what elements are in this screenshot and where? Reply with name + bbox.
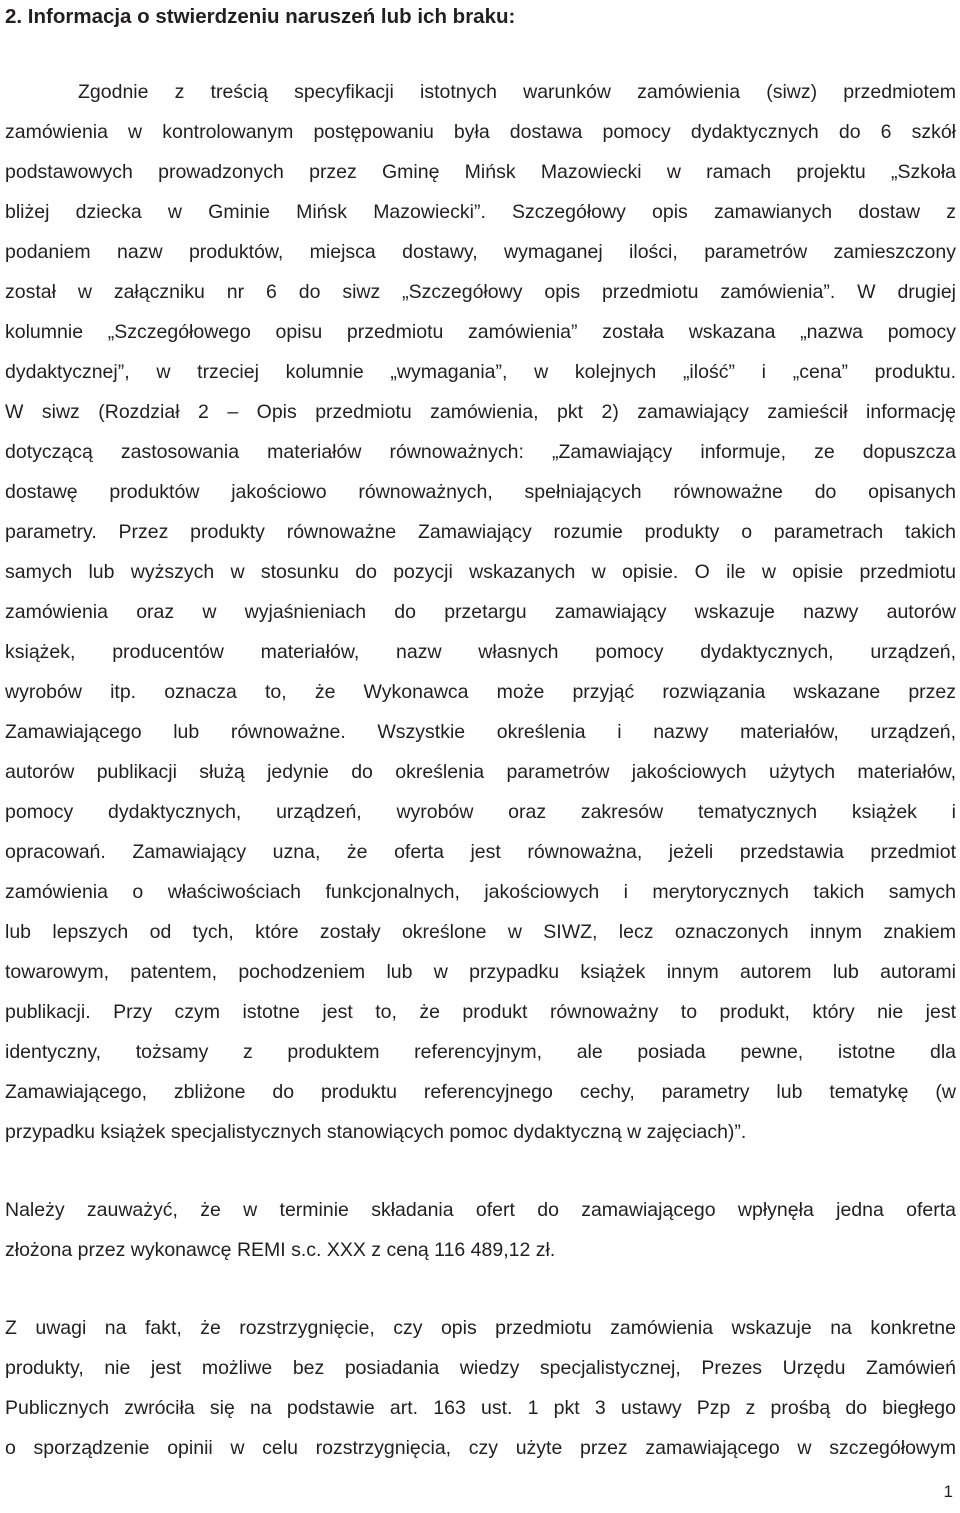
text-line: W siwz (Rozdział 2 – Opis przedmiotu zamówienia, pkt 2) zamawiający zamieścił informację bbox=[5, 401, 956, 423]
text-line: kolumnie „Szczegółowego opisu przedmiotu zamówienia” została wskazana „nazwa pomocy bbox=[5, 321, 956, 343]
text-line: opracowań. Zamawiający uzna, że oferta jest równoważna, jeżeli przedstawia przedmiot bbox=[5, 841, 956, 863]
text-line: zamówienia o właściwościach funkcjonalnych, jakościowych i merytorycznych takich samych bbox=[5, 881, 956, 903]
text-line: identyczny, tożsamy z produktem referencyjnym, ale posiada pewne, istotne dla bbox=[5, 1041, 956, 1063]
text-line: zamówienia w kontrolowanym postępowaniu była dostawa pomocy dydaktycznych do 6 szkół bbox=[5, 121, 956, 143]
text-line: zamówienia oraz w wyjaśnieniach do przetargu zamawiający wskazuje nazwy autorów bbox=[5, 601, 956, 623]
text-line: pomocy dydaktycznych, urządzeń, wyrobów oraz zakresów tematycznych książek i bbox=[5, 801, 956, 823]
section-heading: 2. Informacja o stwierdzeniu naruszeń lub ich braku: bbox=[5, 5, 516, 28]
text-line: Należy zauważyć, że w terminie składania ofert do zamawiającego wpłynęła jedna oferta bbox=[5, 1199, 956, 1221]
text-line: książek, producentów materiałów, nazw własnych pomocy dydaktycznych, urządzeń, bbox=[5, 641, 956, 663]
paragraph-expert-opinion bbox=[5, 1308, 956, 1468]
text-line: wyrobów itp. oznacza to, że Wykonawca może przyjąć rozwiązania wskazane przez bbox=[5, 681, 956, 703]
text-line: samych lub wyższych w stosunku do pozycji wskazanych w opisie. O ile w opisie przedmiotu bbox=[5, 561, 956, 583]
page-number: 1 bbox=[943, 1482, 953, 1501]
text-line: lub lepszych od tych, które zostały określone w SIWZ, lecz oznaczonych innym znakiem bbox=[5, 921, 956, 943]
text-line: dydaktycznej”, w trzeciej kolumnie „wymagania”, w kolejnych „ilość” i „cena” produktu. bbox=[5, 361, 956, 383]
text-line: Zamawiającego, zbliżone do produktu referencyjnego cechy, parametry lub tematykę (w bbox=[5, 1081, 956, 1103]
text-line: o sporządzenie opinii w celu rozstrzygnięcia, czy użyte przez zamawiającego w szczegółowym bbox=[5, 1437, 956, 1459]
text-line: podstawowych prowadzonych przez Gminę Mińsk Mazowiecki w ramach projektu „Szkoła bbox=[5, 161, 956, 183]
text-line: przypadku książek specjalistycznych stanowiących pomoc dydaktyczną w zajęciach)”. bbox=[5, 1121, 747, 1143]
text-line: autorów publikacji służą jedynie do określenia parametrów jakościowych użytych materiałów, bbox=[5, 761, 956, 783]
paragraph-offers bbox=[5, 1190, 956, 1270]
text-line: złożona przez wykonawcę REMI s.c. XXX z ceną 116 489,12 zł. bbox=[5, 1239, 556, 1261]
text-line: bliżej dziecka w Gminie Mińsk Mazowiecki”. Szczegółowy opis zamawianych dostaw z bbox=[5, 201, 956, 223]
text-line: towarowym, patentem, pochodzeniem lub w przypadku książek innym autorem lub autorami bbox=[5, 961, 956, 983]
text-line: publikacji. Przy czym istotne jest to, że produkt równoważny to produkt, który nie jest bbox=[5, 1001, 956, 1023]
text-line: Z uwagi na fakt, że rozstrzygnięcie, czy opis przedmiotu zamówienia wskazuje na konkretne bbox=[5, 1317, 956, 1339]
text-line: dostawę produktów jakościowo równoważnych, spełniających równoważne do opisanych bbox=[5, 481, 956, 503]
text-line: został w załączniku nr 6 do siwz „Szczegółowy opis przedmiotu zamówienia”. W drugiej bbox=[5, 281, 956, 303]
text-line: Zgodnie z treścią specyfikacji istotnych warunków zamówienia (siwz) przedmiotem bbox=[78, 81, 956, 103]
paragraph-order-description bbox=[5, 72, 956, 1152]
text-line: podaniem nazw produktów, miejsca dostawy, wymaganej ilości, parametrów zamieszczony bbox=[5, 241, 956, 263]
text-line: dotyczącą zastosowania materiałów równoważnych: „Zamawiający informuje, ze dopuszcza bbox=[5, 441, 956, 463]
text-line: Zamawiającego lub równoważne. Wszystkie określenia i nazwy materiałów, urządzeń, bbox=[5, 721, 956, 743]
text-line: parametry. Przez produkty równoważne Zamawiający rozumie produkty o parametrach takich bbox=[5, 521, 956, 543]
text-line: produkty, nie jest możliwe bez posiadania wiedzy specjalistycznej, Prezes Urzędu Zamówień bbox=[5, 1357, 956, 1379]
text-line: Publicznych zwróciła się na podstawie art. 163 ust. 1 pkt 3 ustawy Pzp z prośbą do biegłego bbox=[5, 1397, 956, 1419]
